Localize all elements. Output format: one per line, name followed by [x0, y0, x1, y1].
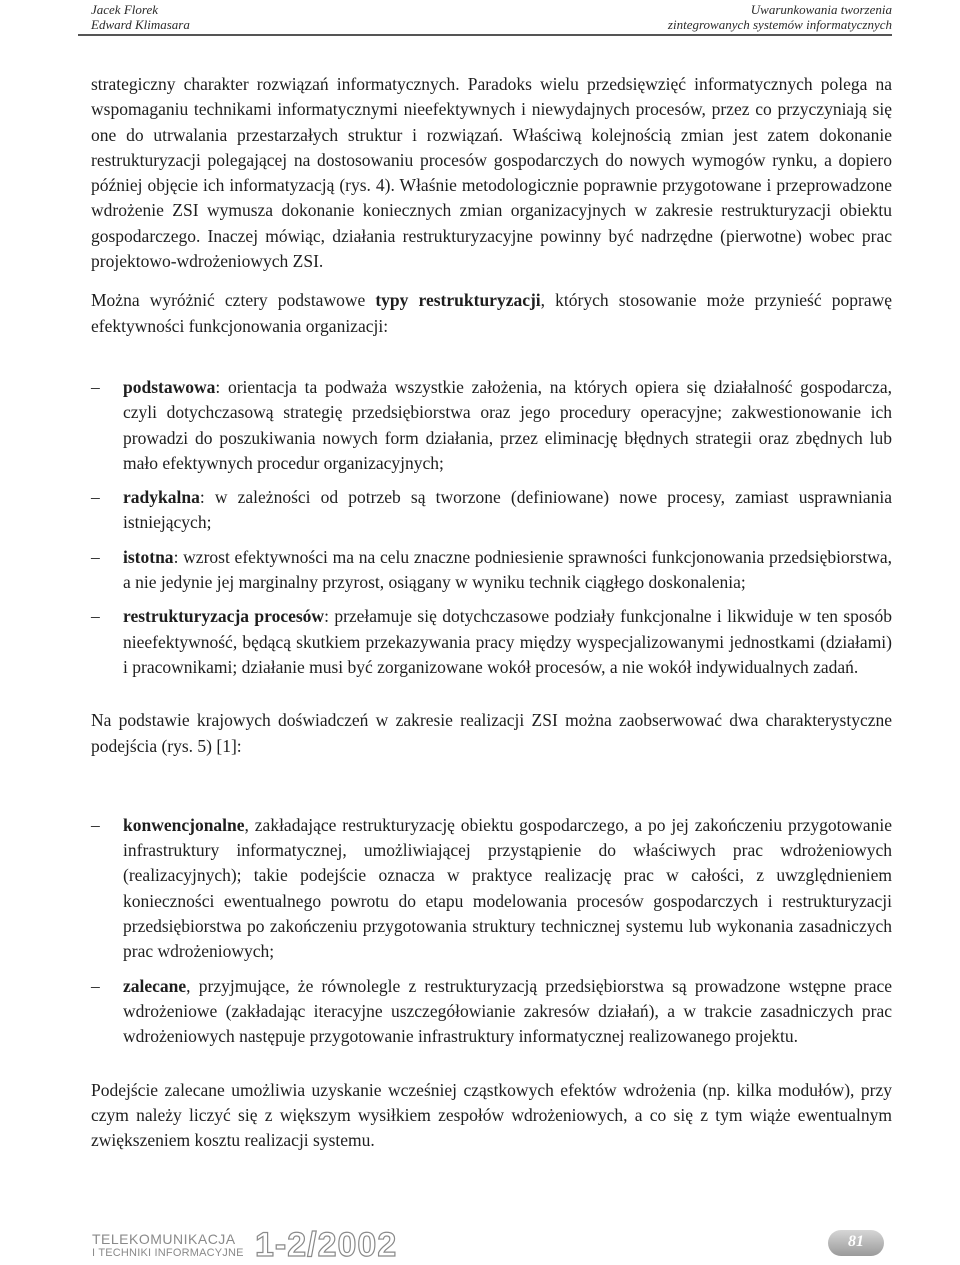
list-item-term: istotna: [123, 546, 174, 567]
list-item-term: zalecane: [123, 975, 187, 996]
paragraph-4: Podejście zalecane umożliwia uzyskanie wcześniej cząstkowych efektów wdrożenia (np. kilka modułów), przy czym należy liczyć się z większym wysiłkiem zespołów wdrożeniowych, a co się z tym wiąże ewentualnym zwiększeniem kosztu realizacji systemu.: [91, 1079, 892, 1151]
list-item-term: restrukturyzacja procesów: [123, 606, 325, 627]
list-dash: –: [91, 975, 100, 996]
list-item: [91, 974, 892, 1050]
list-item-text: : orientacja ta podważa wszystkie założenia, na których opiera się działalność gospodarcza, czyli dotychczasową strategię przedsiębiorstwa oraz jego procedury operacyjne; zakwestionowanie ich prowadzi do poszukiwania nowych form działania, przez eliminację błędnych strategii oraz zbędnych lub mało efektywnych procedur organizacyjnych;: [123, 376, 892, 473]
header-running-title: [668, 2, 892, 32]
list-item: [91, 604, 892, 680]
journal-name-line-2: I TECHNIKI INFORMACYJNE: [92, 1247, 244, 1259]
list-item-text: , zakładające restrukturyzację obiektu gospodarczego, a po jej zakończeniu przygotowanie infrastruktury informatycznej, umożliwiającej przystąpienie do właściwych prac wdrożeniowych (realizacyjnych); takie podejście oznacza w praktyce realizację prac w całości, z uwzględnieniem konieczności ewentualnego powrotu do etapu modelowania procesów gospodarczych i restrukturyzacji przedsiębiorstwa po zakończeniu przygotowania struktury technicznej systemu lub wykonania zasadniczych prac wdrożeniowych;: [123, 814, 892, 962]
list-item-term: konwencjonalne: [123, 814, 245, 835]
list-item: [91, 375, 892, 476]
list-item: [91, 485, 892, 536]
paragraph-2-rest: , których stosowanie może przynieść poprawę efektywności funkcjonowania organizacji:: [91, 290, 892, 336]
paragraph-3: Na podstawie krajowych doświadczeń w zakresie realizacji ZSI można zaobserwować dwa charakterystyczne podejścia (rys. 5) [1]:: [91, 710, 892, 756]
list-item-text: : w zależności od potrzeb są tworzone (definiowane) nowe procesy, zamiast usprawniania istniejących;: [123, 487, 892, 533]
paragraph-2-emphasis: typy restrukturyzacji: [375, 290, 541, 311]
page-body: [91, 72, 892, 1153]
page-header: [0, 0, 960, 36]
header-title-line-1: Uwarunkowania tworzenia: [750, 2, 892, 17]
list-dash: –: [91, 376, 100, 397]
paragraph-1: strategiczny charakter rozwiązań informatycznych. Paradoks wielu przedsięwzięć informatycznych polega na wspomaganiu technikami informatycznymi nieefektywnych i niewydajnych procesów, przez co przyczyniają się one do utrwalania przestarzałych struktur i rozwiązań. Właściwą kolejnością zmian jest zatem dokonanie restrukturyzacji polegającej na dostosowaniu procesów gospodarczych do nowych wymogów rynku, a dopiero później objęcie ich informatyzacją (rys. 4). Właśnie metodologicznie poprawnie przygotowane i przeprowadzone wdrożenie ZSI wymusza dokonanie koniecznych zmian organizacyjnych w zakresie restrukturyzacji obiektu gospodarczego. Inaczej mówiąc, działania restrukturyzacyjne powinny być nadrzędne (pierwotne) wobec prac projektowo-wdrożeniowych ZSI.: [91, 74, 892, 272]
header-author-1: Jacek Florek: [91, 2, 158, 17]
header-rule: [78, 34, 892, 36]
list-item-term: podstawowa: [123, 376, 216, 397]
approaches-list: [91, 813, 892, 1050]
page-number: 81: [848, 1233, 864, 1250]
page-number-badge: [828, 1230, 884, 1256]
list-item-text: : wzrost efektywności ma na celu znaczne podniesienie sprawności funkcjonowania przedsiębiorstwa, a nie jedynie jej marginalny przyrost, osiągany w wyniku technik ciągłego doskonalenia;: [123, 546, 892, 593]
list-dash: –: [91, 814, 100, 835]
header-title-line-2: zintegrowanych systemów informatycznych: [667, 17, 892, 32]
list-dash: –: [91, 487, 100, 508]
journal-name-line-1: TELEKOMUNIKACJA: [92, 1231, 236, 1247]
paragraph-2: [91, 288, 892, 339]
list-item: [91, 545, 892, 596]
list-item-term: radykalna: [123, 487, 200, 508]
page-footer: [0, 1220, 960, 1263]
list-dash: –: [91, 606, 100, 627]
list-item: [91, 813, 892, 965]
list-item-text: , przyjmujące, że równolegle z restrukturyzacją przedsiębiorstwa są prowadzone wstępne prace wdrożeniowe (zakładając iteracyjne uszczegółowianie zakresów działań), a w trakcie zasadniczych prac wdrożeniowych następuje przygotowanie infrastruktury informatycznej realizowanego projektu.: [123, 975, 892, 1047]
journal-name: [92, 1232, 244, 1260]
paragraph-2-intro: Można wyróżnić cztery podstawowe: [91, 290, 376, 311]
list-item-text: : przełamuje się dotychczasowe podziały funkcjonalne i likwiduje w ten sposób nieefektywność, będącą skutkiem przekazywania pracy między wyspecjalizowanymi jednostkami (działami) i pracownikami; działanie musi być zorganizowane wokół procesów, a nie wokół indywidualnych zadań.: [123, 606, 892, 677]
restructuring-types-list: [91, 375, 892, 680]
list-dash: –: [91, 546, 100, 567]
issue-number: 1-2/2002: [255, 1226, 398, 1264]
header-author-2: Edward Klimasara: [91, 17, 190, 32]
header-authors: [91, 2, 190, 32]
